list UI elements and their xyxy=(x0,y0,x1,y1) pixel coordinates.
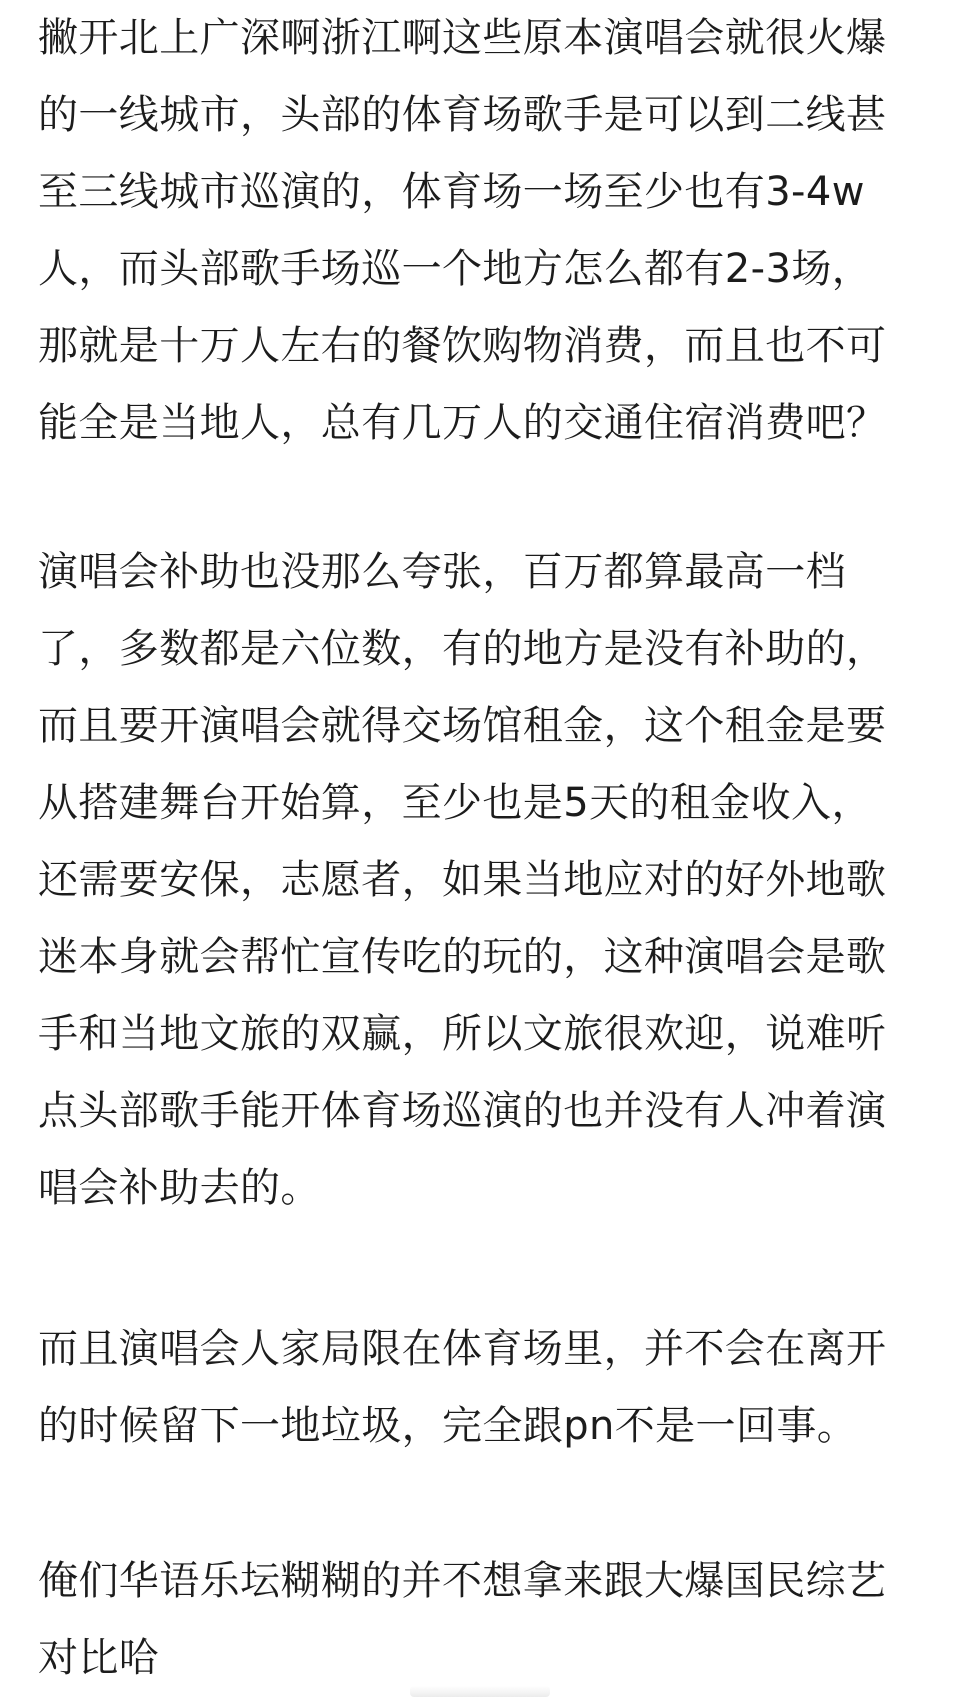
paragraph-1: 撇开北上广深啊浙江啊这些原本演唱会就很火爆 的一线城市，头部的体育场歌手是可以到二线甚 至三线城市巡演的，体育场一场至少也有3-4w 人，而头部歌手场巡一个地方怎么都有2-3场， 那就是十万人左右的餐饮购物消费，而且也不可 能全是当地人，总有几万人的交通住宿消费吧？ xyxy=(38,15,887,446)
paragraph-4: 俺们华语乐坛糊糊的并不想拿来跟大爆国民综艺 对比哈 xyxy=(38,1558,887,1681)
faded-watermark xyxy=(410,1686,550,1697)
paragraph-2: 演唱会补助也没那么夸张，百万都算最高一档 了，多数都是六位数，有的地方是没有补助的， 而且要开演唱会就得交场馆租金，这个租金是要 从搭建舞台开始算，至少也是5天的租金收入， 还需要安保，志愿者，如果当地应对的好外地歌 迷本身就会帮忙宣传吃的玩的，这种演唱会是歌 手和当地文旅的双赢，所以文旅很欢迎，说难听 点头部歌手能开体育场巡演的也并没有人冲着演 唱会补助去的。 xyxy=(38,549,887,1211)
paragraph-3: 而且演唱会人家局限在体育场里，并不会在离开 的时候留下一地垃圾，完全跟pn不是一回事。 xyxy=(38,1326,887,1449)
